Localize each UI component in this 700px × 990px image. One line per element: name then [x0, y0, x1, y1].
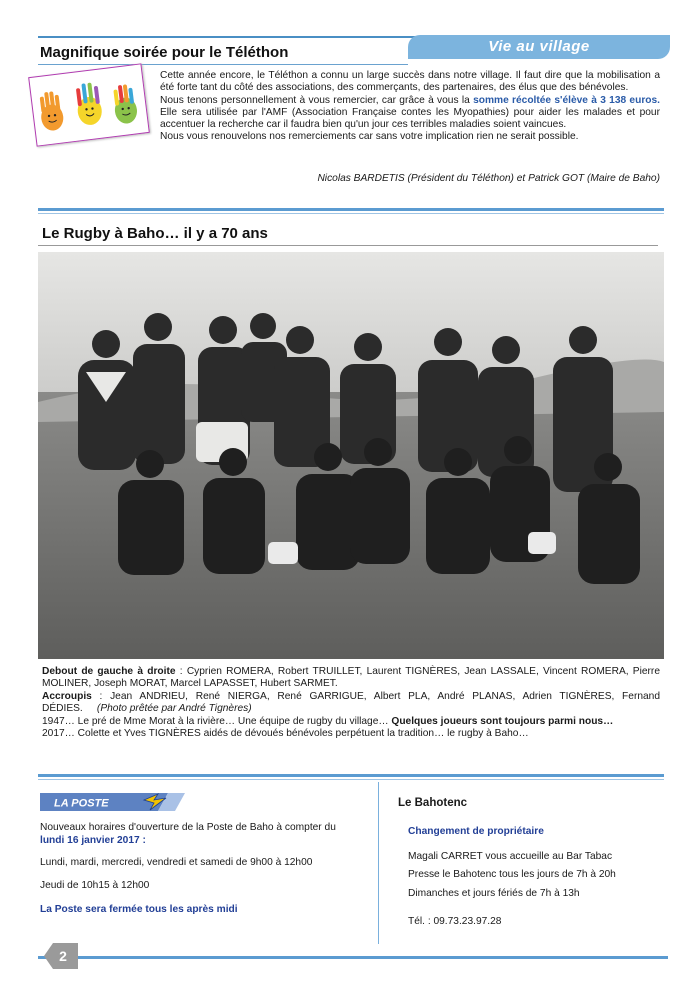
- rugby-team-photo: [38, 252, 664, 659]
- section-divider-1: [38, 208, 664, 211]
- la-poste-logo: [40, 790, 185, 814]
- telethon-title-rule: [38, 64, 408, 65]
- poste-closed-notice: La Poste sera fermée tous les après midi: [40, 904, 238, 915]
- rugby-caption: [42, 666, 660, 740]
- bahotenc-line-1: Magali CARRET vous accueille au Bar Tabac: [408, 850, 613, 862]
- telethon-p2-end: Elle sera utilisée par l'AMF (Association Française contes les Myopathies) pour aider les malades et pour accentuer la recherche car il faudra bien qu'un jour ces terribles maladies soient vaincues.: [160, 106, 660, 131]
- poste-date: lundi 16 janvier 2017 :: [40, 834, 146, 846]
- poste-intro-text: Nouveaux horaires d'ouverture de la Poste de Baho à compter du: [40, 822, 336, 833]
- section-divider-2: [38, 774, 664, 777]
- story-1947-bold: Quelques joueurs sont toujours parmi nous…: [391, 715, 614, 727]
- team-photo-illustration: [38, 252, 664, 659]
- telethon-paragraph-1: Cette année encore, le Téléthon a connu un large succès dans notre village. Il faut dire que la mobilisation a été forte tant du côté des associations, des commerçants, des partenaires, des élus que des bénévoles.: [160, 70, 660, 94]
- caption-kneeling: [42, 691, 660, 716]
- photo-credit: (Photo prêtée par André Tignères): [96, 703, 252, 715]
- story-2017: 2017… Colette et Yves TIGNÈRES aidés de dévoués bénévoles perpétuent la tradition… le rugby à Baho…: [42, 728, 529, 740]
- telethon-signature: Nicolas BARDETIS (Président du Téléthon) et Patrick GOT (Maire de Baho): [317, 173, 660, 184]
- telethon-paragraph-3: Nous vous renouvelons nos remerciements car sans votre implication rien ne serait possible.: [160, 131, 579, 143]
- colored-hands-icon: [29, 64, 148, 145]
- column-divider: [378, 782, 379, 944]
- story-1947: [42, 716, 660, 728]
- section-divider-1-thin: [38, 213, 664, 214]
- bahotenc-info: [408, 826, 668, 929]
- bahotenc-line-2: Presse le Bahotenc tous les jours de 7h à 20h: [408, 869, 616, 880]
- poste-hours-2: Jeudi de 10h15 à 12h00: [40, 879, 150, 891]
- telethon-amount-highlight: somme récoltée s'élève à 3 138 euros.: [473, 94, 661, 106]
- caption-kneeling-label: Accroupis: [42, 690, 92, 702]
- poste-info: [40, 822, 360, 917]
- bahotenc-subtitle: Changement de propriétaire: [408, 826, 544, 837]
- caption-standing-names: : Cyprien ROMERA, Robert TRUILLET, Laurent TIGNÈRES, Jean LASSALE, Vincent ROMERA, Pierre MOLINER, Joseph MORAT, Marcel LAPASSET, Hubert SARMET.: [42, 666, 660, 690]
- rugby-title-rule: [38, 245, 658, 246]
- page-number-badge: [44, 943, 78, 969]
- telethon-hands-image: [28, 63, 150, 146]
- poste-hours-1: Lundi, mardi, mercredi, vendredi et samedi de 9h00 à 12h00: [40, 857, 313, 868]
- la-poste-logo-icon: [40, 790, 185, 814]
- section-banner: Vie au village: [408, 35, 670, 59]
- caption-standing: [42, 666, 660, 691]
- bahotenc-line-3: Dimanches et jours fériés de 7h à 13h: [408, 887, 580, 899]
- telethon-p2-start: Nous tenons personnellement à vous remercier, car grâce à vous la: [160, 94, 474, 106]
- section-divider-2-thin: [38, 779, 664, 780]
- rugby-title: Le Rugby à Baho… il y a 70 ans: [42, 225, 268, 242]
- page-number: 2: [59, 948, 67, 964]
- bahotenc-phone: Tél. : 09.73.23.97.28: [408, 916, 502, 927]
- telethon-title: Magnifique soirée pour le Téléthon: [40, 44, 289, 61]
- la-poste-logo-text: LA POSTE: [54, 797, 109, 810]
- page-number-shape: [44, 943, 78, 969]
- telethon-paragraph-2: [160, 95, 660, 132]
- poste-intro: [40, 822, 360, 847]
- bahotenc-title: Le Bahotenc: [398, 797, 468, 809]
- caption-kneeling-names: : Jean ANDRIEU, René NIERGA, René GARRIGUE, Albert PLA, André PLANAS, Adrien TIGNÈRES, Fernand DÉDIES.: [42, 690, 660, 715]
- telethon-body: [160, 70, 660, 144]
- story-1947-text: 1947… Le pré de Mme Morat à la rivière… Une équipe de rugby du village…: [42, 715, 392, 727]
- footer-rule: [38, 956, 668, 959]
- caption-standing-label: Debout de gauche à droite: [42, 666, 176, 677]
